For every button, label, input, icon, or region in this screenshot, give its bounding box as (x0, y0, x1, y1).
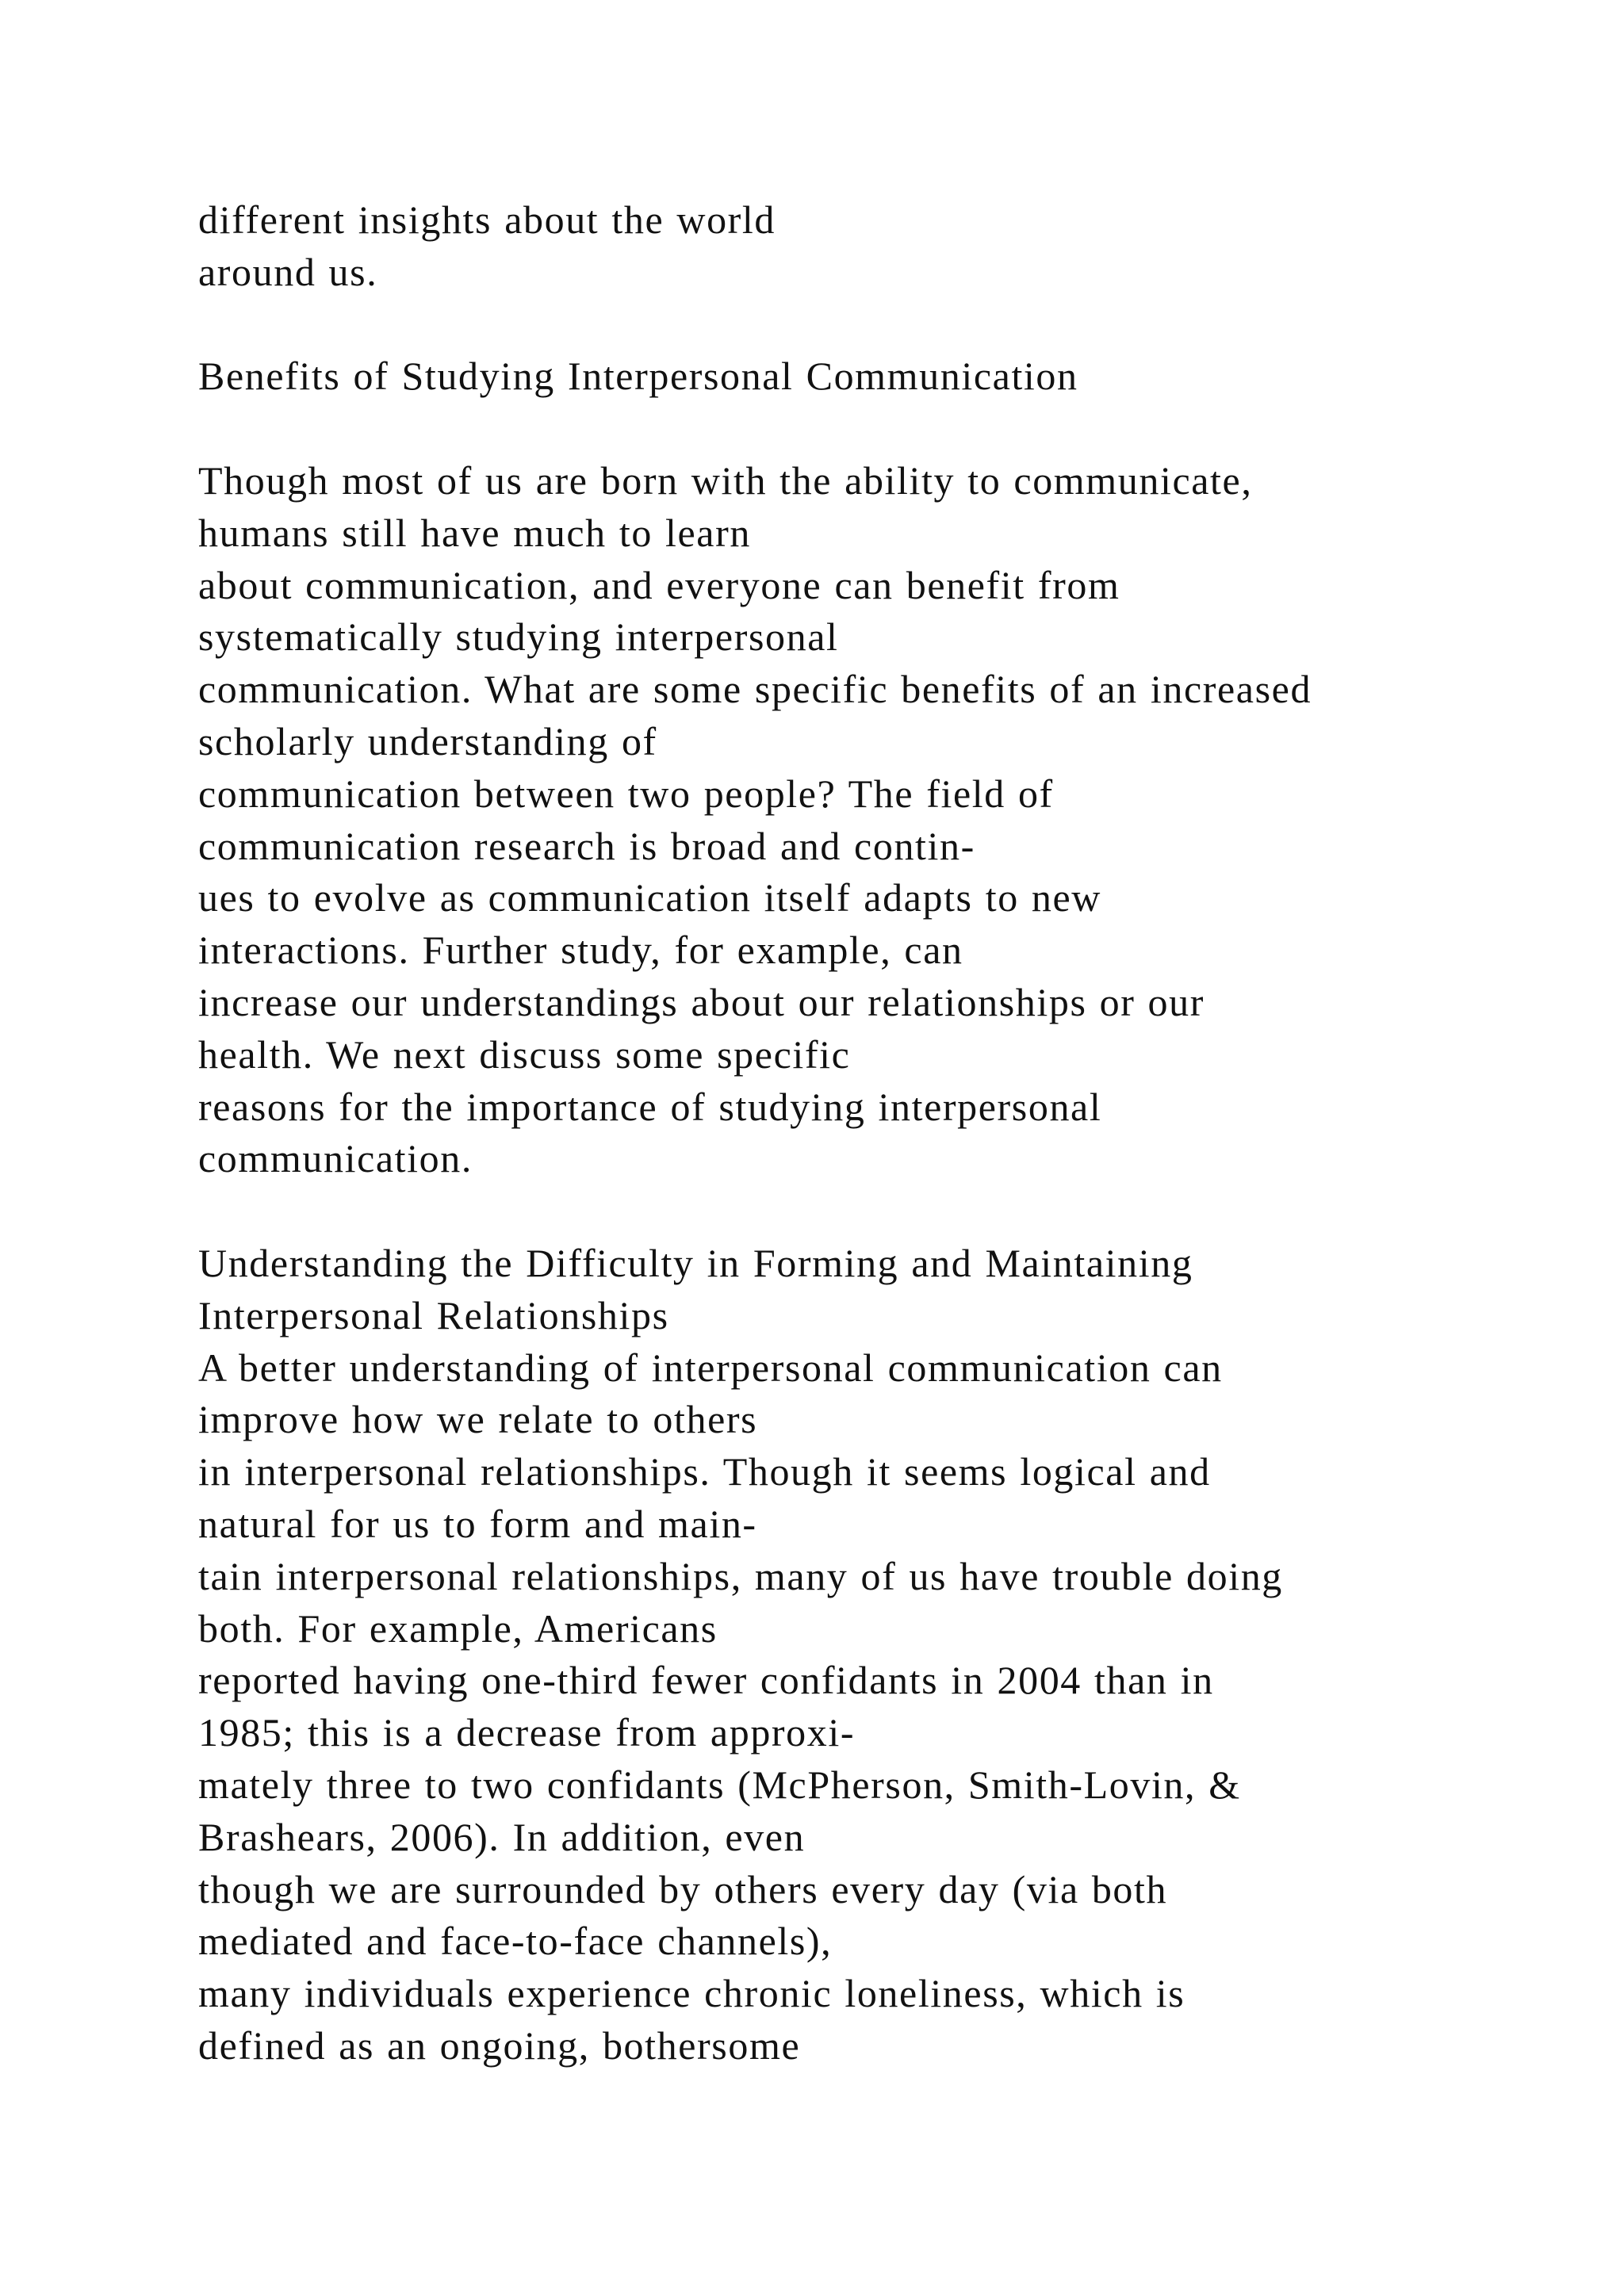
paragraph-line: communication research is broad and contin- (198, 823, 975, 868)
subheading (198, 1238, 1562, 1342)
paragraph-line: A better understanding of interpersonal communication can (198, 1345, 1223, 1390)
paragraph-line: reported having one-third fewer confidants in 2004 than in (198, 1658, 1214, 1703)
subheading-line: Understanding the Difficulty in Forming and Maintaining (198, 1240, 1193, 1285)
paragraph-line: in interpersonal relationships. Though it seems logical and (198, 1449, 1211, 1494)
paragraph-line: 1985; this is a decrease from approxi- (198, 1710, 856, 1755)
paragraph-line: communication. (198, 1136, 473, 1181)
paragraph-gap (198, 403, 1562, 455)
section-heading: Benefits of Studying Interpersonal Communication (198, 354, 1078, 399)
paragraph-line: many individuals experience chronic loneliness, which is (198, 1971, 1185, 2016)
paragraph-line: reasons for the importance of studying interpersonal (198, 1084, 1102, 1129)
paragraph-line: though we are surrounded by others every day (via both (198, 1866, 1168, 1911)
paragraph-line: communication. What are some specific benefits of an increased (198, 667, 1312, 712)
subheading-line: Interpersonal Relationships (198, 1292, 669, 1337)
paragraph-line: tain interpersonal relationships, many of us have trouble doing (198, 1553, 1283, 1598)
document-body (198, 194, 1562, 2072)
intro-line: different insights about the world (198, 197, 776, 242)
paragraph-gap (198, 1185, 1562, 1238)
paragraph-line: mediated and face-to-face channels), (198, 1919, 833, 1964)
paragraph-line: improve how we relate to others (198, 1397, 758, 1442)
paragraph-line: Brashears, 2006). In addition, even (198, 1814, 806, 1859)
paragraph-line: health. We next discuss some specific (198, 1031, 851, 1077)
paragraph-line: systematically studying interpersonal (198, 614, 839, 660)
paragraph-line: Though most of us are born with the ability to communicate, (198, 457, 1253, 503)
intro-line: around us. (198, 249, 378, 294)
paragraph-line: ues to evolve as communication itself adapts to new (198, 875, 1102, 920)
paragraph-line: communication between two people? The field of (198, 771, 1054, 816)
paragraph-gap (198, 299, 1562, 351)
paragraph-line: scholarly understanding of (198, 718, 657, 763)
paragraph-line: increase our understandings about our relationships or our (198, 979, 1205, 1024)
paragraph-1 (198, 455, 1562, 1185)
paragraph-line: defined as an ongoing, bothersome (198, 2022, 801, 2068)
paragraph-line: natural for us to form and main- (198, 1501, 757, 1546)
paragraph-line: about communication, and everyone can benefit from (198, 562, 1120, 607)
paragraph-line: mately three to two confidants (McPherson, Smith-Lovin, & (198, 1762, 1241, 1807)
paragraph-line: humans still have much to learn (198, 510, 751, 555)
paragraph-line: both. For example, Americans (198, 1605, 718, 1651)
paragraph-line: interactions. Further study, for example, can (198, 928, 963, 973)
paragraph-2 (198, 1342, 1562, 2072)
